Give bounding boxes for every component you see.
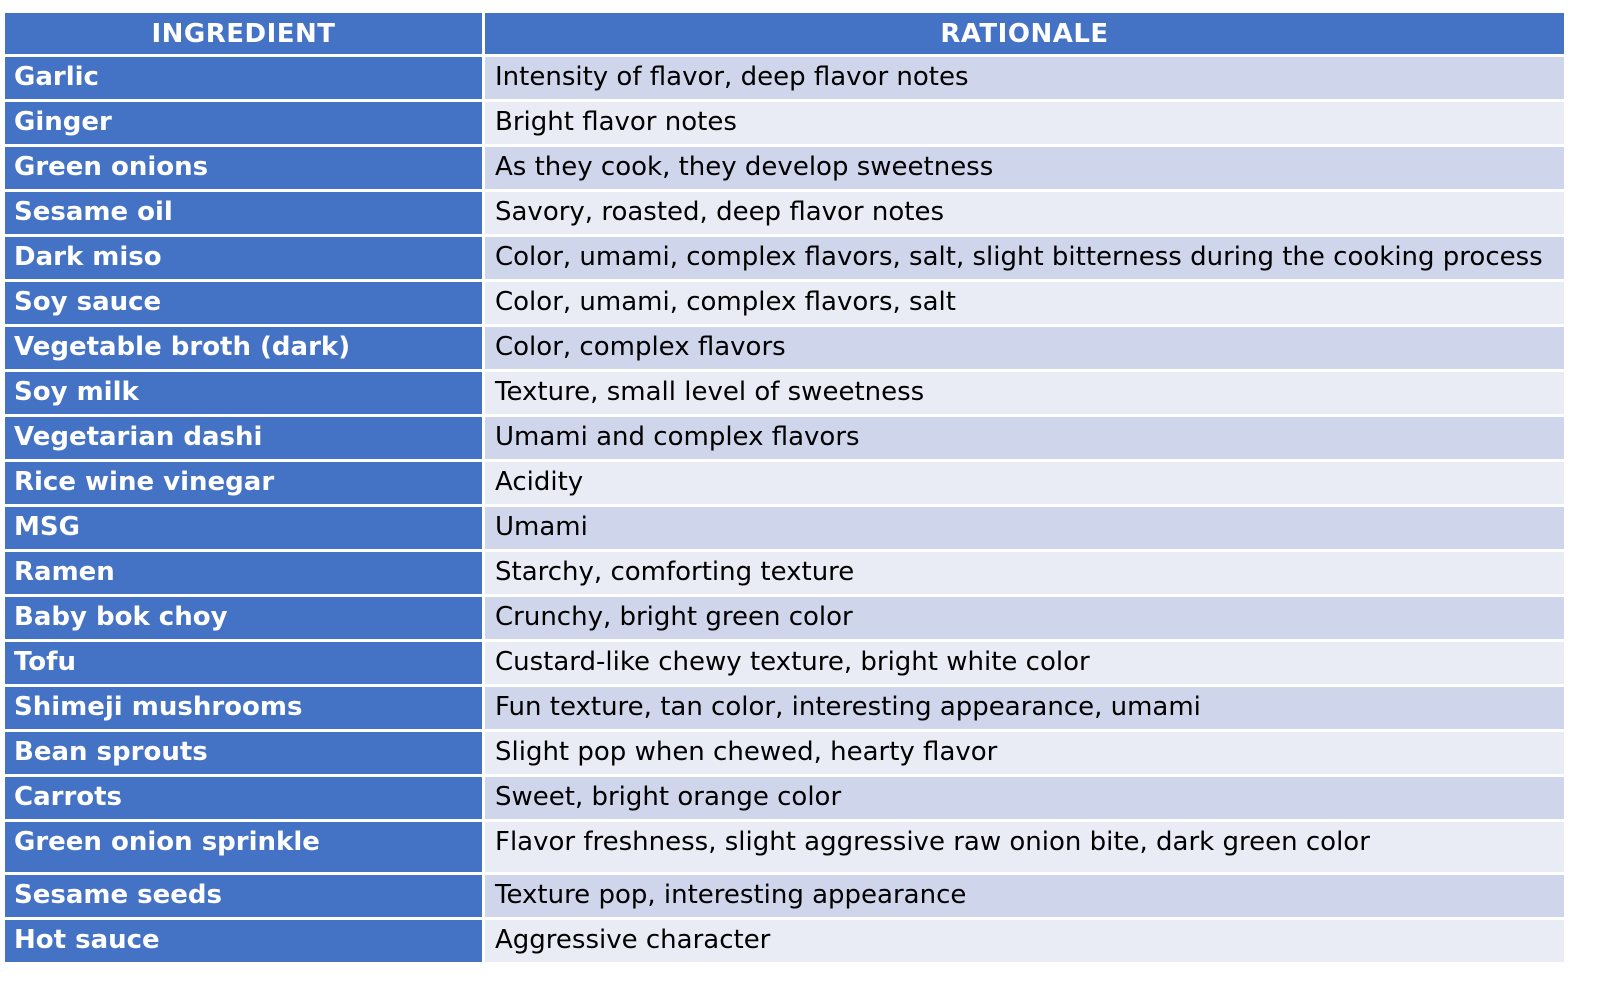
table-row xyxy=(4,56,1566,101)
rationale-cell: Intensity of flavor, deep flavor notes xyxy=(484,56,1566,101)
table-row xyxy=(4,191,1566,236)
ingredient-cell: Ginger xyxy=(4,101,484,146)
table-row xyxy=(4,551,1566,596)
ingredient-cell: Vegetarian dashi xyxy=(4,416,484,461)
ingredient-cell: Soy milk xyxy=(4,371,484,416)
rationale-cell: Acidity xyxy=(484,461,1566,506)
ingredient-cell: Ramen xyxy=(4,551,484,596)
table-row xyxy=(4,686,1566,731)
table-row xyxy=(4,371,1566,416)
table-row xyxy=(4,641,1566,686)
ingredient-cell: Sesame oil xyxy=(4,191,484,236)
header-ingredient: INGREDIENT xyxy=(4,12,484,56)
table-row xyxy=(4,101,1566,146)
rationale-cell: Bright flavor notes xyxy=(484,101,1566,146)
rationale-cell: Umami and complex flavors xyxy=(484,416,1566,461)
ingredient-cell: Soy sauce xyxy=(4,281,484,326)
rationale-cell: As they cook, they develop sweetness xyxy=(484,146,1566,191)
rationale-cell: Crunchy, bright green color xyxy=(484,596,1566,641)
ingredient-cell: Garlic xyxy=(4,56,484,101)
rationale-cell: Sweet, bright orange color xyxy=(484,776,1566,821)
ingredient-cell: Green onion sprinkle xyxy=(4,821,484,874)
table-row xyxy=(4,281,1566,326)
ingredient-cell: Bean sprouts xyxy=(4,731,484,776)
rationale-cell: Custard-like chewy texture, bright white color xyxy=(484,641,1566,686)
table-row xyxy=(4,919,1566,964)
table-row xyxy=(4,776,1566,821)
table-row xyxy=(4,416,1566,461)
ingredient-cell: Hot sauce xyxy=(4,919,484,964)
rationale-cell: Slight pop when chewed, hearty flavor xyxy=(484,731,1566,776)
rationale-cell: Color, umami, complex flavors, salt, slight bitterness during the cooking process xyxy=(484,236,1566,281)
table-row xyxy=(4,731,1566,776)
table-row xyxy=(4,146,1566,191)
rationale-cell: Starchy, comforting texture xyxy=(484,551,1566,596)
ingredient-cell: Baby bok choy xyxy=(4,596,484,641)
rationale-cell: Color, umami, complex flavors, salt xyxy=(484,281,1566,326)
rationale-cell: Color, complex flavors xyxy=(484,326,1566,371)
table-row xyxy=(4,821,1566,874)
table-row xyxy=(4,874,1566,919)
rationale-cell: Texture pop, interesting appearance xyxy=(484,874,1566,919)
table-row xyxy=(4,461,1566,506)
ingredient-rationale-table-container xyxy=(2,10,1564,965)
ingredient-cell: Sesame seeds xyxy=(4,874,484,919)
ingredient-cell: Green onions xyxy=(4,146,484,191)
rationale-cell: Aggressive character xyxy=(484,919,1566,964)
table-header-row xyxy=(4,12,1566,56)
ingredient-cell: Carrots xyxy=(4,776,484,821)
ingredient-cell: Rice wine vinegar xyxy=(4,461,484,506)
rationale-cell: Savory, roasted, deep flavor notes xyxy=(484,191,1566,236)
rationale-cell: Umami xyxy=(484,506,1566,551)
table-row xyxy=(4,326,1566,371)
ingredient-cell: Dark miso xyxy=(4,236,484,281)
rationale-cell: Texture, small level of sweetness xyxy=(484,371,1566,416)
table-row xyxy=(4,596,1566,641)
table-row xyxy=(4,506,1566,551)
ingredient-rationale-table xyxy=(2,10,1567,965)
table-row xyxy=(4,236,1566,281)
rationale-cell: Flavor freshness, slight aggressive raw onion bite, dark green color xyxy=(484,821,1566,874)
ingredient-cell: Tofu xyxy=(4,641,484,686)
ingredient-cell: Shimeji mushrooms xyxy=(4,686,484,731)
ingredient-cell: Vegetable broth (dark) xyxy=(4,326,484,371)
header-rationale: RATIONALE xyxy=(484,12,1566,56)
ingredient-cell: MSG xyxy=(4,506,484,551)
rationale-cell: Fun texture, tan color, interesting appearance, umami xyxy=(484,686,1566,731)
